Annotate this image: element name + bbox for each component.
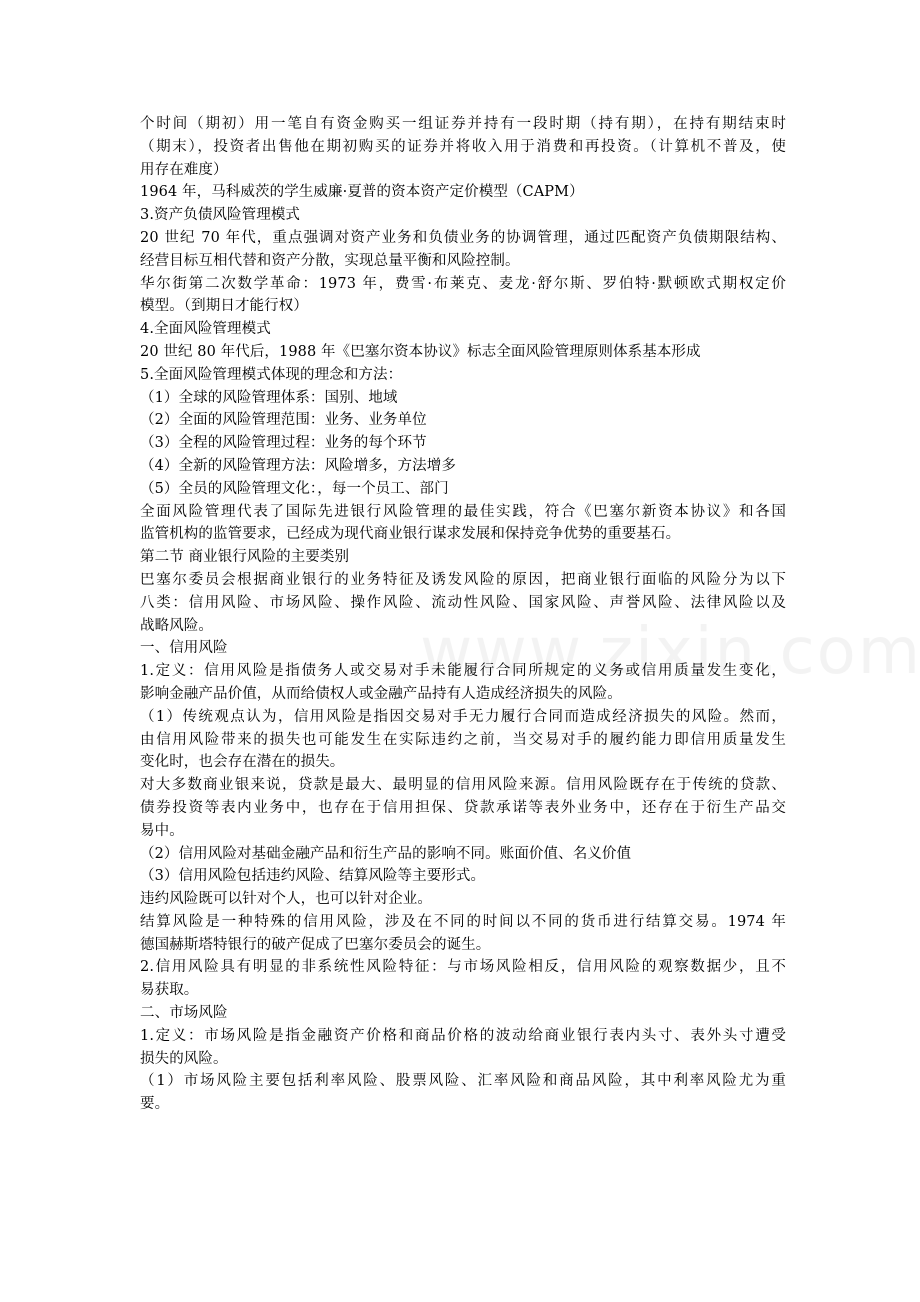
list-item: （4）全新的风险管理方法：风险增多，方法增多 <box>140 457 456 474</box>
section-heading: 4.全面风险管理模式 <box>140 321 271 338</box>
text-line: （1）市场风险主要包括利率风险、股票风险、汇率风险和商品风险，其中利率风险尤为重 <box>140 1073 786 1090</box>
text-line: 1.定义：信用风险是指债务人或交易对手未能履行合同所规定的义务或信用质量发生变化， <box>140 663 786 680</box>
section-heading: 3.资产负债风险管理模式 <box>140 207 301 224</box>
text-line: 战略风险。 <box>140 617 213 634</box>
text-line: 八类：信用风险、市场风险、操作风险、流动性风险、国家风险、声誉风险、法律风险以及 <box>140 594 786 611</box>
text-line: 由信用风险带来的损失也可能发生在实际违约之前，当交易对手的履约能力即信用质量发生 <box>140 731 786 748</box>
text-line: 个时间（期初）用一笔自有资金购买一组证券并持有一段时期（持有期），在持有期结束时 <box>140 116 786 132</box>
text-line: 易获取。 <box>140 982 199 999</box>
list-item: （1）全球的风险管理体系：国别、地域 <box>140 389 398 406</box>
text-line: 结算风险是一种特殊的信用风险，涉及在不同的时间以不同的货币进行结算交易。1974 年 <box>140 913 786 930</box>
text-line: 经营目标互相代替和资产分散，实现总量平衡和风险控制。 <box>140 252 520 269</box>
document-page <box>140 113 786 1116</box>
text-line: 2.信用风险具有明显的非系统性风险特征：与市场风险相反，信用风险的观察数据少，且不 <box>140 959 786 976</box>
text-line: 5.全面风险管理模式体现的理念和方法： <box>140 366 403 383</box>
text-line: 影响金融产品价值，从而给债权人或金融产品持有人造成经济损失的风险。 <box>140 685 622 702</box>
text-line: 德国赫斯塔特银行的破产促成了巴塞尔委员会的诞生。 <box>140 936 491 953</box>
text-line: 巴塞尔委员会根据商业银行的业务特征及诱发风险的原因，把商业银行面临的风险分为以下 <box>140 571 786 588</box>
text-line: （期末），投资者出售他在期初购买的证券并将收入用于消费和再投资。（计算机不普及，使 <box>140 138 786 155</box>
text-line: （1）传统观点认为，信用风险是指因交易对手无力履行合同而造成经济损失的风险。然而， <box>140 708 786 725</box>
text-line: 债券投资等表内业务中，也存在于信用担保、贷款承诺等表外业务中，还存在于衍生产品交 <box>140 799 786 816</box>
text-line: 变化时，也会存在潜在的损失。 <box>140 754 345 771</box>
section-heading: 一、信用风险 <box>140 640 228 657</box>
text-line: 易中。 <box>140 822 184 839</box>
text-line: 20 世纪 80 年代后，1988 年《巴塞尔资本协议》标志全面风险管理原则体系基本形成 <box>140 343 701 360</box>
section-heading: 二、市场风险 <box>140 1005 228 1022</box>
list-item: （3）全程的风险管理过程：业务的每个环节 <box>140 435 427 452</box>
text-line: 1964 年，马科威茨的学生威廉·夏普的资本资产定价模型（CAPM） <box>140 184 584 201</box>
list-item: （3）信用风险包括违约风险、结算风险等主要形式。 <box>140 868 486 885</box>
list-item: （2）信用风险对基础金融产品和衍生产品的影响不同。账面价值、名义价值 <box>140 845 632 862</box>
text-line: 模型。（到期日才能行权） <box>140 298 308 315</box>
text-line: 20 世纪 70 年代，重点强调对资产业务和负债业务的协调管理，通过匹配资产负债期限结构、 <box>140 229 786 246</box>
text-line: 要。 <box>140 1096 170 1113</box>
list-item: （5）全员的风险管理文化：，每一个员工、部门 <box>140 480 449 497</box>
text-line: 对大多数商业银来说，贷款是最大、最明显的信用风险来源。信用风险既存在于传统的贷款、 <box>140 777 786 794</box>
text-line: 用存在难度） <box>140 161 228 178</box>
text-line: 1.定义：市场风险是指金融资产价格和商品价格的波动给商业银行表内头寸、表外头寸遭受 <box>140 1027 786 1044</box>
text-line: 华尔街第二次数学革命：1973 年，费雪·布莱克、麦龙·舒尔斯、罗伯特·默顿欧式期权定价 <box>140 275 786 292</box>
text-line: 违约风险既可以针对个人，也可以针对企业。 <box>140 891 432 908</box>
text-line: 损失的风险。 <box>140 1050 228 1067</box>
list-item: （2）全面的风险管理范围：业务、业务单位 <box>140 412 427 429</box>
text-line: 全面风险管理代表了国际先进银行风险管理的最佳实践，符合《巴塞尔新资本协议》和各国 <box>140 503 786 520</box>
text-line: 监管机构的监管要求，已经成为现代商业银行谋求发展和保持竞争优势的重要基石。 <box>140 526 681 543</box>
section-heading: 第二节 商业银行风险的主要类别 <box>140 549 350 566</box>
